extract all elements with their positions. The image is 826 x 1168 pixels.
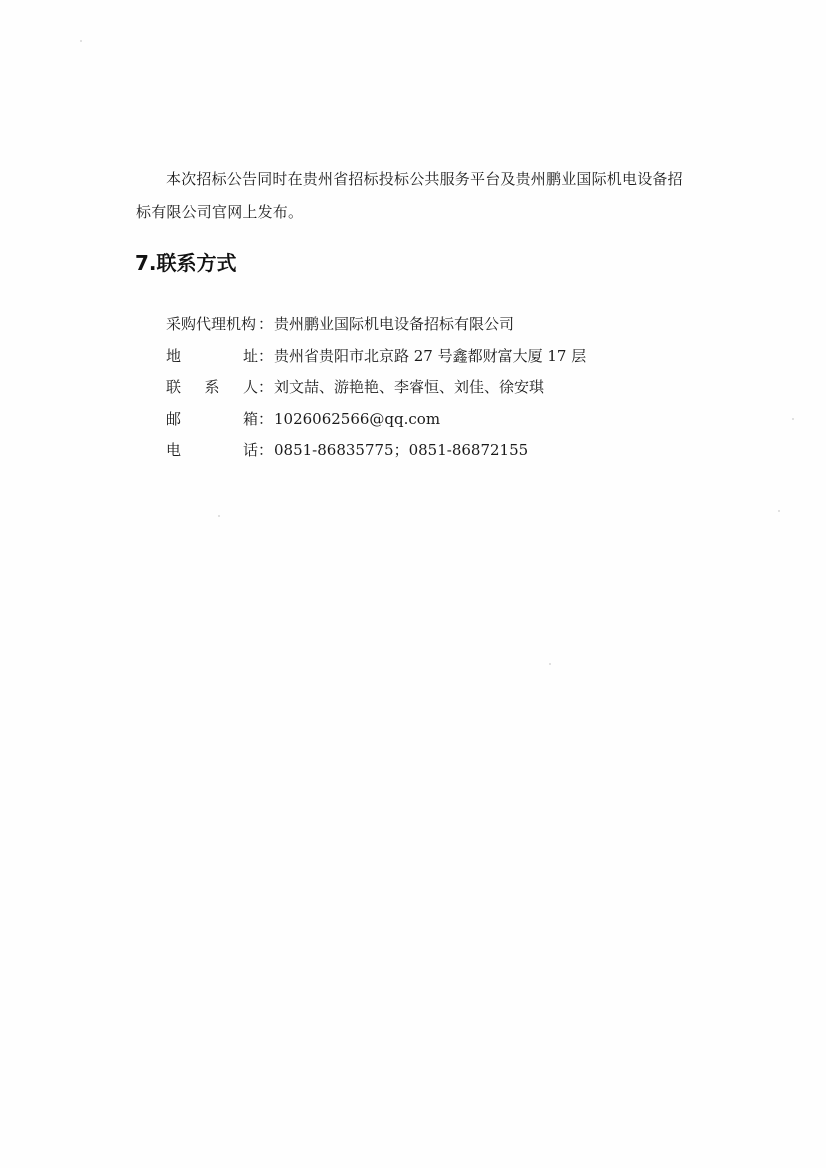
- contact-row-address: 地 址 ： 贵州省贵阳市北京路 27 号鑫都财富大厦 17 层: [166, 341, 586, 373]
- contact-value-agency: 贵州鹏业国际机电设备招标有限公司: [274, 315, 515, 333]
- contact-label-phone: 电 话: [166, 441, 258, 459]
- contact-row-person: 联 系 人 ： 刘文喆、游艳艳、李睿恒、刘佳、徐安琪: [166, 372, 586, 404]
- scan-speck: [778, 510, 780, 512]
- scan-speck: [549, 663, 551, 665]
- contact-value-email: 1026062566@qq.com: [274, 409, 441, 428]
- contact-value-person: 刘文喆、游艳艳、李睿恒、刘佳、徐安琪: [274, 378, 545, 396]
- announcement-line-2: 标有限公司官网上发布。: [136, 203, 304, 221]
- section-heading: 7.联系方式: [135, 251, 237, 275]
- contact-row-phone: 电 话 ： 0851-86835775；0851-86872155: [166, 435, 586, 467]
- contact-label-email: 邮 箱: [166, 409, 258, 428]
- contact-value-address: 贵州省贵阳市北京路 27 号鑫都财富大厦 17 层: [274, 346, 587, 365]
- contact-row-agency: 采购代理机构 ： 贵州鹏业国际机电设备招标有限公司: [166, 309, 586, 341]
- contact-label-person: 联 系 人: [166, 378, 258, 396]
- contact-info: [166, 309, 586, 467]
- scan-speck: [218, 515, 220, 517]
- contact-row-email: 邮 箱 ： 1026062566@qq.com: [166, 404, 586, 436]
- scan-speck: [80, 40, 82, 42]
- announcement-paragraph: [136, 163, 716, 229]
- scan-speck: [792, 418, 794, 420]
- contact-label-address: 地 址: [166, 346, 258, 365]
- contact-value-phone: 0851-86835775；0851-86872155: [274, 441, 529, 459]
- contact-label-agency: 采购代理机构: [166, 315, 257, 333]
- announcement-line-1: 本次招标公告同时在贵州省招标投标公共服务平台及贵州鹏业国际机电设备招: [166, 170, 683, 188]
